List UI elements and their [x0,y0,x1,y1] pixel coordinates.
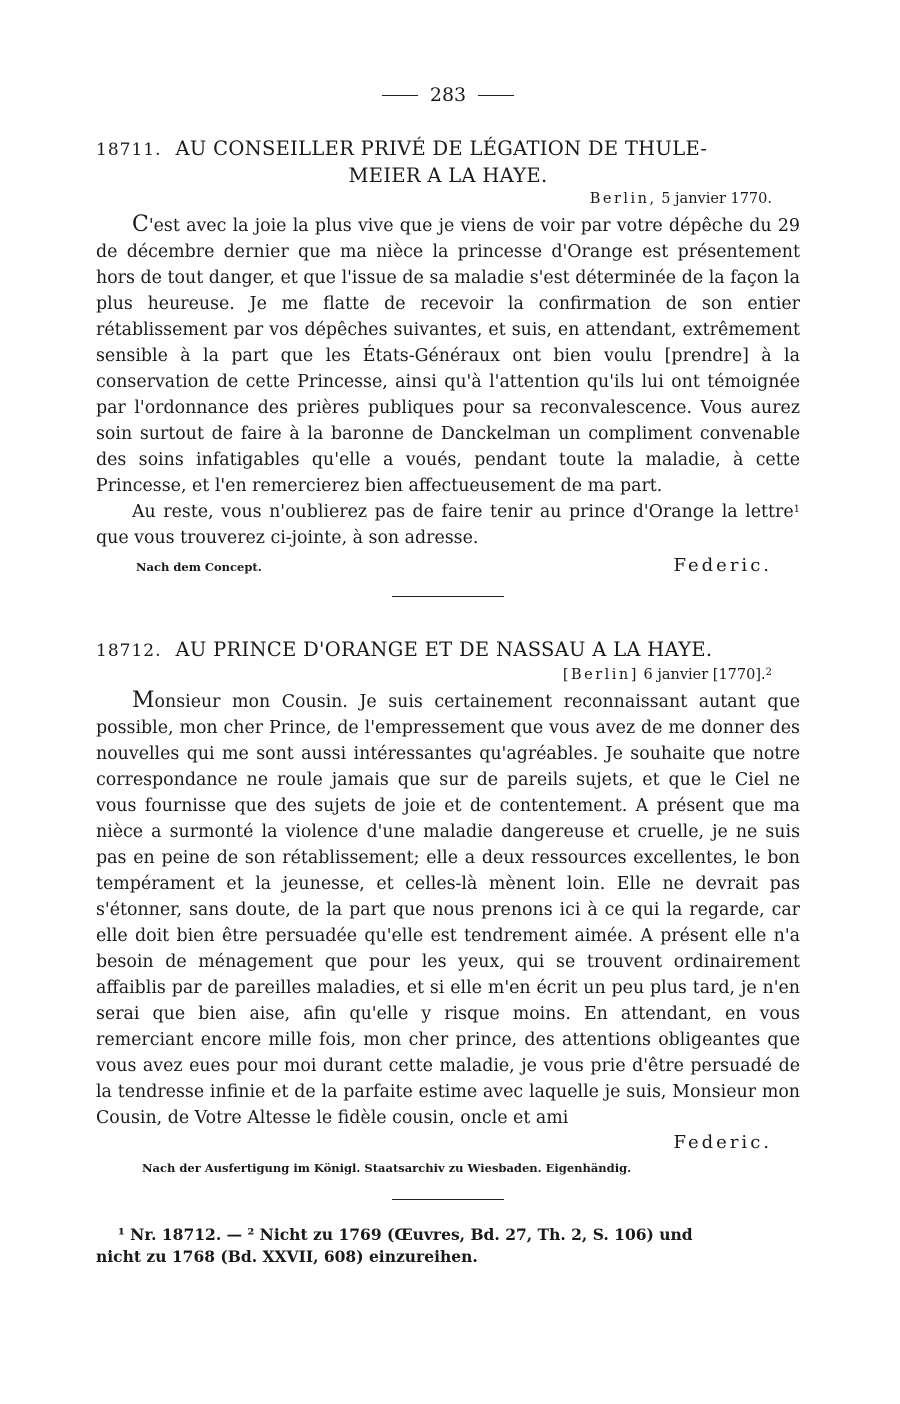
drop-cap: M [132,688,155,713]
paragraph-text: que vous trouverez ci-jointe, à son adresse. [96,528,479,548]
drop-cap: C [132,212,149,237]
paragraph-text: 'est avec la joie la plus vive que je viens de voir par votre dépêche du 29 de décembre dernier que ma nièce la princesse d'Orange est présentement hors de tout danger, et que l'issue de sa maladie s'est déterminée de la façon la plus heureuse. Je me flatte de recevoir la confirmation de son entier rétablissement par vos dépêches suivantes, et suis, en attendant, extrêmement sensible à la part que les États-Généraux ont bien voulu [prendre] à la conservation de cette Princesse, ainsi qu'à l'attention qu'ils lui ont témoignée par l'ordonnance des prières publiques pour sa reconvalescence. Vous aurez soin surtout de faire à la baronne de Danckelman un compliment convenable des soins infatigables qu'elle a voués, pendant toute la maladie, à cette Princesse, et l'en remercierez bien affectueusement de ma part. [96,216,800,496]
page-number-dash-right [478,95,514,96]
letter-closing [96,555,800,576]
paragraph-text: onsieur mon Cousin. Je suis certainement reconnaissant autant que possible, mon cher Prince, de l'empressement que vous avez de me donner des nouvelles qui me sont aussi intéressantes qu'agréables. Je souhaite que notre correspondance ne roule jamais que sur de pareils sujets, et que le Ciel ne vous fournisse que des sujets de joie et de contentement. A présent que ma nièce a surmonté la violence d'une maladie dangereuse et cruelle, je ne suis pas en peine de son rétablissement; elle a deux ressources excellentes, le bon tempérament et la jeunesse, et celles-là mènent loin. Elle ne devrait pas s'étonner, sans doute, de la part que nous prenons ici à ce qui la regarde, car elle doit bien être persuadée qu'elle est tendrement aimée. A présent elle n'a besoin de ménagement que pour les yeux, qui se trouvent ordinairement affaiblis par de pareilles maladies, et si elle m'en écrit un peu plus tard, je n'en serai que bien aise, afin qu'elle y risque moins. En attendant, en vous remerciant encore mille fois, mon cher prince, des attentions obligeantes que vous avez eues pour moi durant cette maladie, je vous prie d'être persuadé de la tendresse infinie et de la parfaite estime avec laquelle je suis, Monsieur mon Cousin, de Votre Altesse le fidèle cousin, oncle et ami [96,692,800,1128]
letter-number: 18712. [96,641,162,661]
footnote-marker: 1 [793,504,800,515]
paragraph-text: Au reste, vous n'oublierez pas de faire tenir au prince d'Orange la lettre [132,502,794,522]
signature: Federic. [673,1132,772,1153]
letter-number: 18711. [96,140,162,160]
letter-dateline [96,190,772,208]
letter-heading-line1: AU CONSEILLER PRIVÉ DE LÉGATION DE THULE- [175,137,708,160]
letter-body-18712 [96,688,800,1131]
page-number-dash-left [382,95,418,96]
footnote-line: nicht zu 1768 (Bd. XXVII, 608) einzureihen. [96,1247,478,1266]
source-note: Nach dem Concept. [136,560,262,574]
signature: Federic. [673,555,772,576]
book-page [96,78,800,1268]
letter-date: 6 janvier [1770]. [643,667,766,683]
letter-place: Berlin, [589,191,657,207]
letter-heading-line2: MEIER A LA HAYE. [348,164,548,187]
letter-dateline [96,666,772,684]
page-number-row [96,78,800,112]
footnote-divider [392,1199,504,1200]
footnote-line: ¹ Nr. 18712. — ² Nicht zu 1769 (Œuvres, Bd. 27, Th. 2, S. 106) und [118,1225,693,1244]
footnotes [96,1224,800,1268]
letter-heading-18711 [96,136,800,188]
letter-paragraph [96,499,800,551]
page-number: 283 [429,84,467,106]
letter-place: [Berlin] [562,667,639,683]
letter-heading-line1: AU PRINCE D'ORANGE ET DE NASSAU A LA HAYE. [175,638,713,661]
letter-paragraph [96,688,800,1131]
letter-date: 5 janvier 1770. [661,191,772,207]
letter-body-18711 [96,212,800,551]
section-divider [392,596,504,597]
source-note: Nach der Ausfertigung im Königl. Staatsarchiv zu Wiesbaden. Eigenhändig. [142,1161,632,1175]
footnote-marker: 2 [765,667,772,678]
letter-paragraph [96,212,800,499]
letter-heading-18712 [96,637,800,664]
